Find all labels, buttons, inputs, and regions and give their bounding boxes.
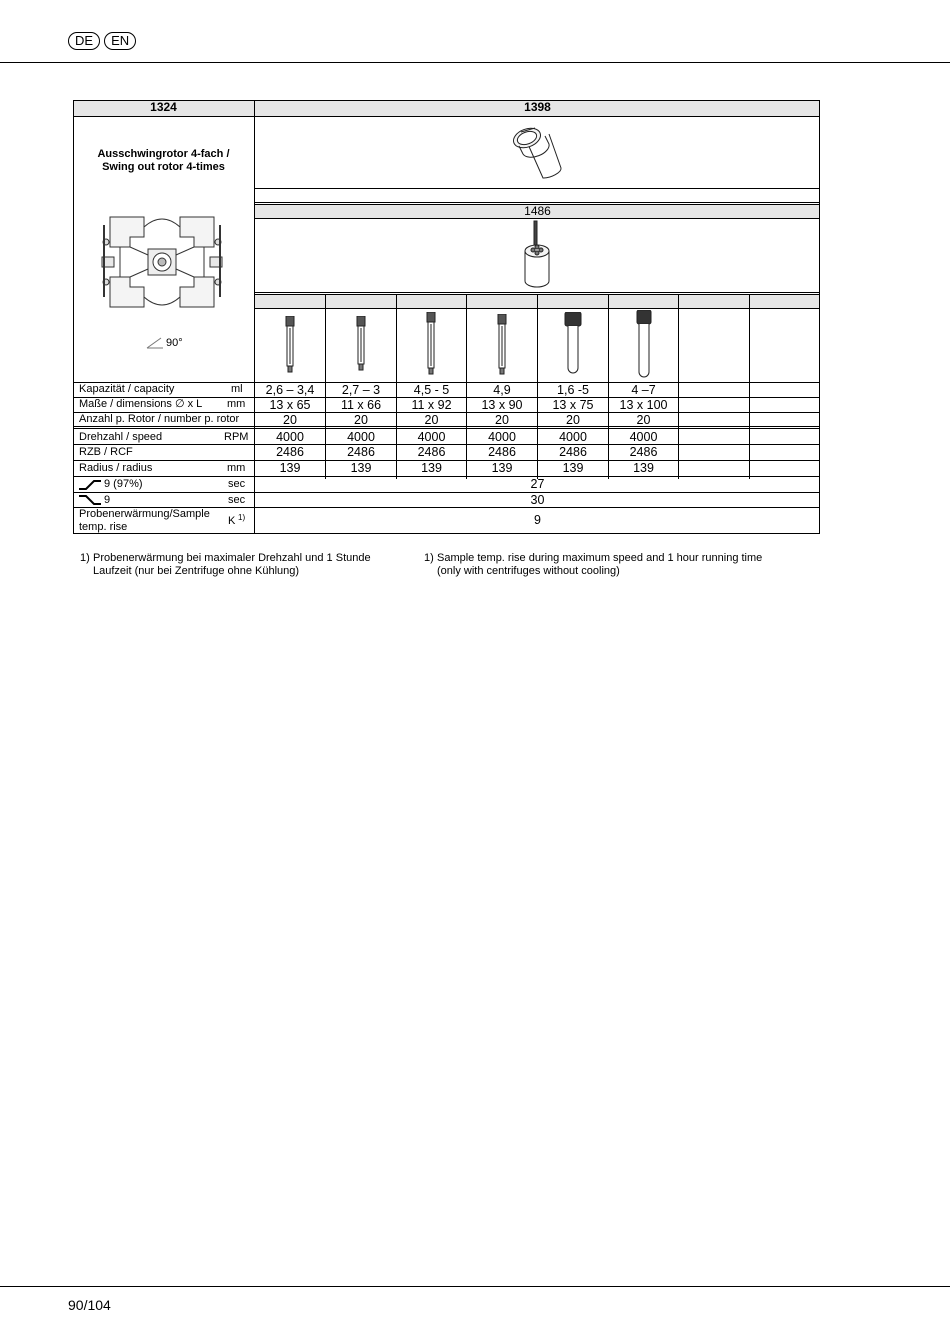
footnote-en xyxy=(424,552,804,578)
radius-value: 139 xyxy=(633,461,654,475)
radius-value: 139 xyxy=(491,461,513,475)
tube-2-drawing xyxy=(353,316,369,376)
footnote-en-number: 1) xyxy=(424,552,434,564)
row-label-number-per-rotor: Anzahl p. Rotor / number p. rotor xyxy=(79,413,240,425)
bucket-1398-drawing xyxy=(509,124,565,186)
radius-value: 139 xyxy=(350,461,372,475)
capacity-value: 4,5 - 5 xyxy=(413,383,450,397)
accel-label: 9 (97%) xyxy=(104,478,143,490)
capacity-value: 4 –7 xyxy=(631,383,656,397)
temp-rise-footnote-ref: 1) xyxy=(238,513,246,522)
rotor-spec-table xyxy=(73,100,820,534)
rcf-value: 2486 xyxy=(417,445,446,459)
rcf-value: 2486 xyxy=(347,445,375,459)
swing-angle-label: 90° xyxy=(166,337,183,349)
temp-rise-label-en: temp. rise xyxy=(79,521,128,533)
capacity-value: 2,7 – 3 xyxy=(341,383,381,397)
rcf-value: 2486 xyxy=(488,445,516,459)
footnote-de-number: 1) xyxy=(80,552,90,564)
row-label-radius: Radius / radius xyxy=(79,462,153,474)
row-label-dimensions: Maße / dimensions ∅ x L xyxy=(79,398,203,410)
adapter-1486-drawing xyxy=(519,219,555,291)
rcf-value: 2486 xyxy=(559,445,587,459)
radius-value: 139 xyxy=(279,461,301,475)
footer-rule xyxy=(0,1286,950,1287)
number-per-rotor-value: 20 xyxy=(354,413,368,427)
adapter-number: 1486 xyxy=(524,204,551,218)
number-per-rotor-value: 20 xyxy=(636,413,651,427)
number-per-rotor-value: 20 xyxy=(566,413,580,427)
footnote-de-line-1: Probenerwärmung bei maximaler Drehzahl und 1 Stunde xyxy=(93,552,371,564)
row-unit-capacity: ml xyxy=(231,383,243,395)
tube-1-drawing xyxy=(282,316,298,376)
row-unit-dimensions: mm xyxy=(227,398,246,410)
dimensions-value: 11 x 66 xyxy=(340,398,382,412)
dimensions-value: 11 x 92 xyxy=(411,398,452,412)
page-number: 90/104 xyxy=(68,1297,111,1313)
acceleration-ramp-icon xyxy=(78,480,102,490)
footnote-de-line-2: Laufzeit (nur bei Zentrifuge ohne Kühlung) xyxy=(93,565,300,577)
speed-value: 4000 xyxy=(629,430,658,444)
number-per-rotor-value: 20 xyxy=(283,413,297,427)
speed-value: 4000 xyxy=(559,430,587,444)
speed-value: 4000 xyxy=(276,430,304,444)
speed-value: 4000 xyxy=(417,430,446,444)
language-de-badge[interactable]: DE xyxy=(68,32,100,50)
decel-label: 9 xyxy=(104,494,111,506)
language-selector xyxy=(68,32,136,50)
row-unit-radius: mm xyxy=(227,462,246,474)
tube-4-drawing xyxy=(494,314,510,378)
temp-rise-value: 9 xyxy=(534,513,541,527)
swing-angle-icon xyxy=(145,336,165,350)
row-label-capacity: Kapazität / capacity xyxy=(79,383,175,395)
capacity-value: 1,6 -5 xyxy=(557,383,589,397)
dimensions-value: 13 x 75 xyxy=(552,398,594,412)
language-en-badge[interactable]: EN xyxy=(104,32,136,50)
deceleration-ramp-icon xyxy=(78,495,102,505)
temp-rise-label-de: Probenerwärmung/Sample xyxy=(79,508,210,520)
tube-6-drawing xyxy=(635,310,653,380)
rcf-value: 2486 xyxy=(629,445,658,459)
radius-value: 139 xyxy=(421,461,442,475)
number-per-rotor-value: 20 xyxy=(495,413,509,427)
footnote-de xyxy=(80,552,400,578)
accel-unit: sec xyxy=(228,478,246,490)
capacity-value: 4,9 xyxy=(493,383,511,397)
rotor-title-en: Swing out rotor 4-times xyxy=(102,161,225,173)
dimensions-value: 13 x 100 xyxy=(619,398,668,412)
row-unit-speed: RPM xyxy=(224,431,249,443)
rotor-number: 1324 xyxy=(150,100,177,114)
tube-3-drawing xyxy=(423,312,439,378)
radius-value: 139 xyxy=(562,461,584,475)
footnote-en-line-1: Sample temp. rise during maximum speed and 1 hour running time xyxy=(437,552,763,564)
header-rule xyxy=(0,62,950,63)
number-per-rotor-value: 20 xyxy=(424,413,439,427)
bucket-number: 1398 xyxy=(524,100,551,114)
accel-value: 27 xyxy=(530,477,545,491)
decel-unit: sec xyxy=(228,494,246,506)
row-label-rcf: RZB / RCF xyxy=(79,446,133,458)
rotor-title-de: Ausschwingrotor 4-fach / xyxy=(97,148,230,160)
speed-value: 4000 xyxy=(488,430,516,444)
temp-rise-unit: K xyxy=(228,515,236,527)
footnote-en-line-2: (only with centrifuges without cooling) xyxy=(437,565,620,577)
capacity-value: 2,6 – 3,4 xyxy=(265,383,315,397)
dimensions-value: 13 x 65 xyxy=(269,398,311,412)
tube-5-drawing xyxy=(563,312,583,378)
swing-out-rotor-drawing xyxy=(100,197,224,327)
dimensions-value: 13 x 90 xyxy=(481,398,523,412)
speed-value: 4000 xyxy=(347,430,375,444)
rcf-value: 2486 xyxy=(276,445,304,459)
decel-value: 30 xyxy=(530,493,545,507)
row-label-speed: Drehzahl / speed xyxy=(79,431,163,443)
